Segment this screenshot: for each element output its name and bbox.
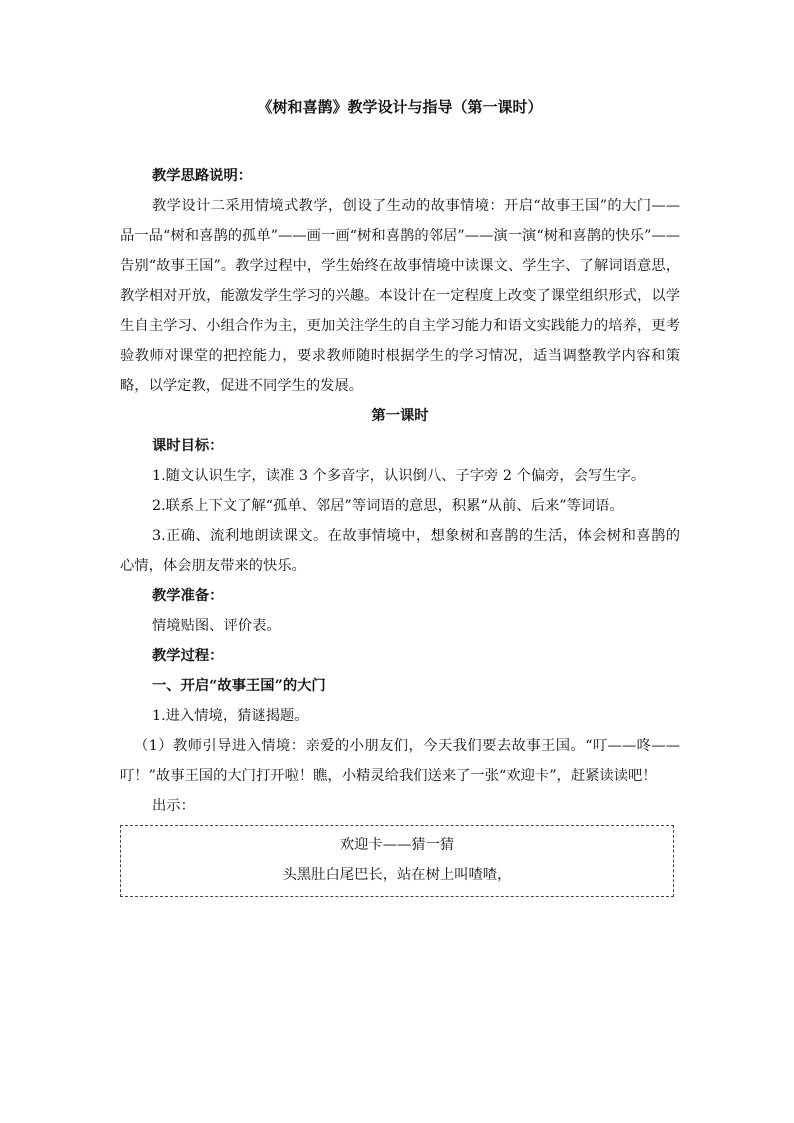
section1-heading: 一、开启“故事王国”的大门 [152,678,326,694]
goal-item: 3.正确、流利地朗读课文。在故事情境中，想象树和喜鹊的生活，体会树和喜鹊的心情，体会朋友带来的快乐。 [120,528,680,574]
prep-text: 情境贴图、评价表。 [152,618,281,634]
design-heading: 教学思路说明： [152,168,253,184]
step1-detail: （1）教师引导进入情境：亲爱的小朋友们，今天我们要去故事王国。“叮——咚——叮！”故事王国的大门打开啦！瞧，小精灵给我们送来了一张“欢迎卡”，赶紧读读吧！ [120,738,680,784]
goal-item: 1.随文认识生字，读准 3 个多音字，认识倒八、子字旁 2 个偏旁，会写生字。 [152,468,646,484]
goals-heading: 课时目标： [152,438,224,454]
show-label: 出示： [152,798,195,814]
document-page [120,96,680,897]
welcome-card-title: 欢迎卡——猜一猜 [339,837,455,853]
design-paragraph: 教学设计二采用情境式教学，创设了生动的故事情境：开启“故事王国”的大门——品一品“树和喜鹊的孤单”——画一画“树和喜鹊的邻居”——演一演“树和喜鹊的快乐”——告别“故事王国”。教学过程中，学生始终在故事情境中读课文、学生字、了解词语意思，教学相对开放，能激发学生学习的兴趣。本设计在一定程度上改变了课堂组织形式，以学生自主学习、小组合作为主，更加关注学生的自主学习能力和语文实践能力的培养，更考验教师对课堂的把控能力，要求教师随时根据学生的学习情况，适当调整教学内容和策略，以学定教，促进不同学生的发展。 [120,198,680,394]
welcome-card-box [120,825,674,897]
goal-item: 2.联系上下文了解“孤单、邻居”等词语的意思，积累“从前、后来”等词语。 [152,498,624,514]
prep-heading: 教学准备： [152,588,224,604]
process-heading: 教学过程： [152,648,224,664]
lesson-heading: 第一课时 [371,408,429,424]
welcome-card-line: 头黑肚白尾巴长，站在树上叫喳喳， [282,867,512,883]
step1: 1.进入情境，猜谜揭题。 [152,708,309,724]
document-title: 《树和喜鹊》教学设计与指导（第一课时） [257,98,543,116]
